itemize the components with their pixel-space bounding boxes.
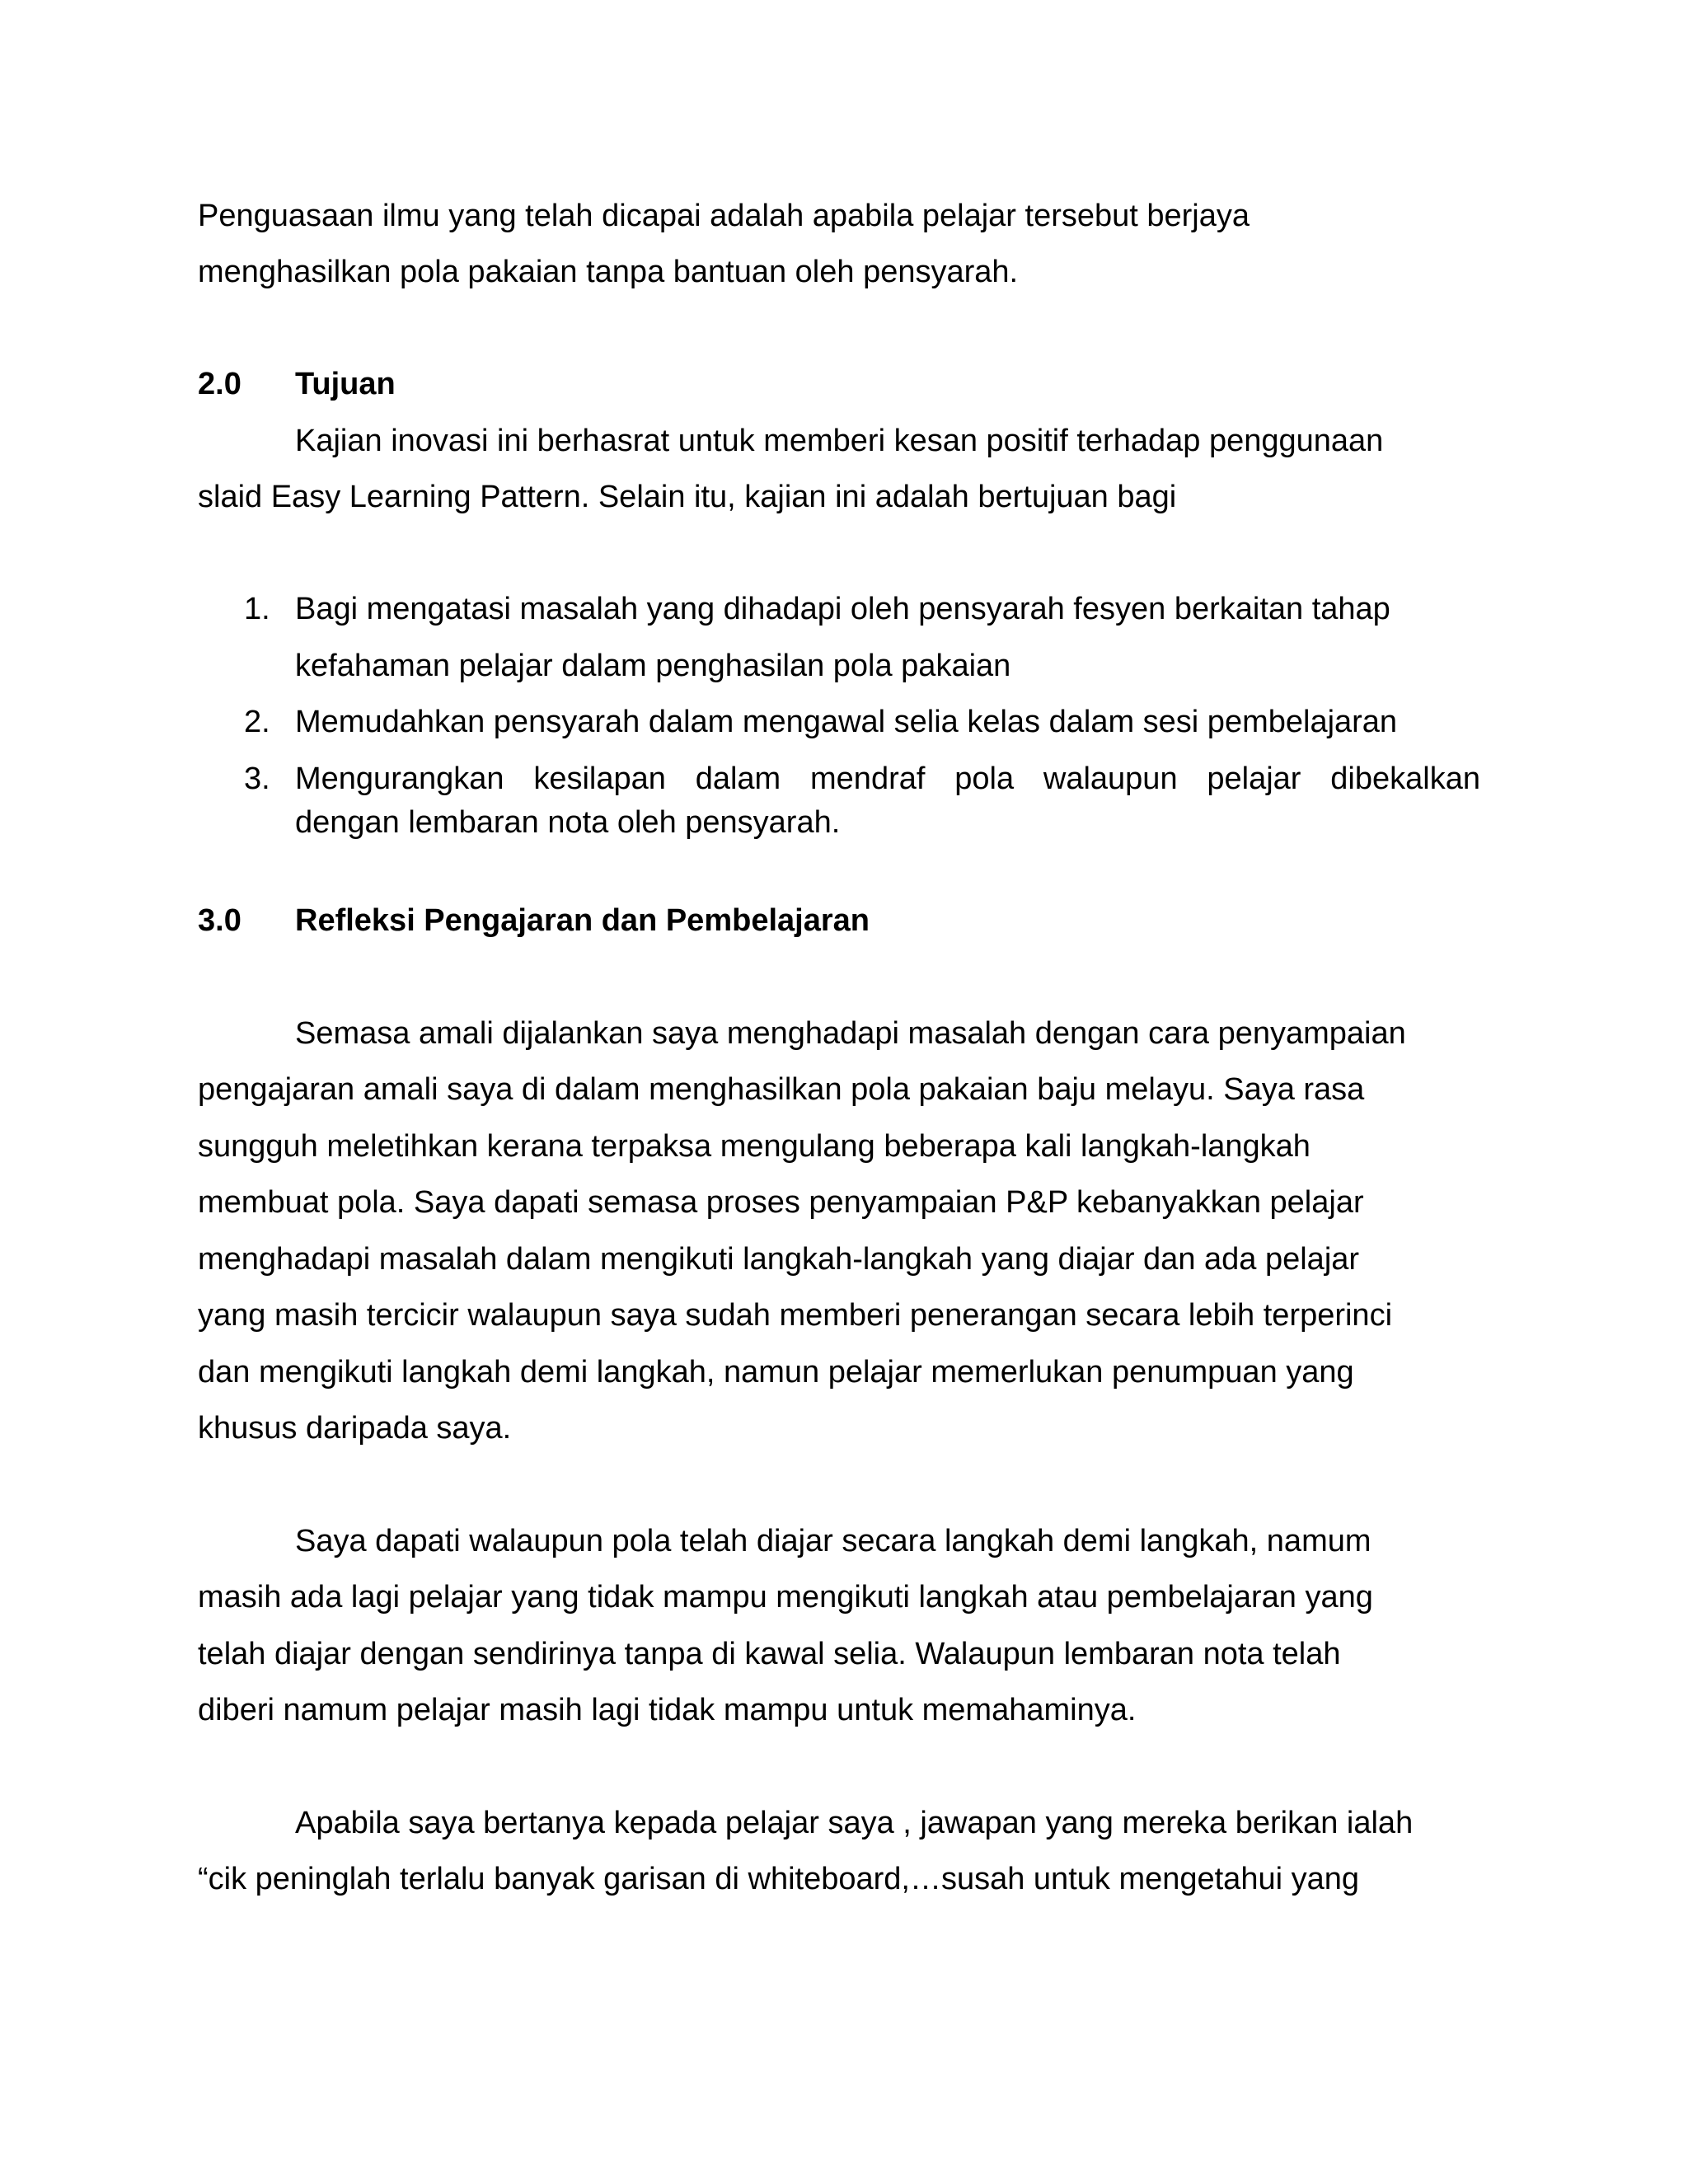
para-1-line: membuat pola. Saya dapati semasa proses penyampaian P&P kebanyakkan pelajar [198, 1185, 1364, 1220]
section-2-number: 2.0 [198, 367, 241, 401]
para-1-line: sungguh meletihkan kerana terpaksa mengulang beberapa kali langkah-langkah [198, 1129, 1311, 1164]
section-2-para-line-1: Kajian inovasi ini berhasrat untuk memberi kesan positif terhadap penggunaan [295, 424, 1384, 458]
para-1-line: yang masih tercicir walaupun saya sudah memberi penerangan secara lebih terperinci [198, 1298, 1393, 1333]
list-item-3-word: dibekalkan [1330, 762, 1480, 796]
list-item-2-number: 2. [244, 705, 270, 739]
section-3-title: Refleksi Pengajaran dan Pembelajaran [295, 903, 870, 938]
para-1-line: pengajaran amali saya di dalam menghasilkan pola pakaian baju melayu. Saya rasa [198, 1072, 1365, 1107]
list-item-2-line-1: Memudahkan pensyarah dalam mengawal selia kelas dalam sesi pembelajaran [295, 705, 1398, 739]
para-2-line: masih ada lagi pelajar yang tidak mampu mengikuti langkah atau pembelajaran yang [198, 1580, 1373, 1615]
para-3-line: Apabila saya bertanya kepada pelajar saya , jawapan yang mereka berikan ialah [295, 1806, 1414, 1840]
list-item-1-number: 1. [244, 592, 270, 626]
para-3-line: “cik peninglah terlalu banyak garisan di whiteboard,…susah untuk mengetahui yang [198, 1862, 1359, 1896]
section-2-title: Tujuan [295, 367, 396, 401]
list-item-3-word: dalam [695, 762, 781, 796]
section-2-para-line-2: slaid Easy Learning Pattern. Selain itu, kajian ini adalah bertujuan bagi [198, 480, 1177, 514]
para-1-line: dan mengikuti langkah demi langkah, namun pelajar memerlukan penumpuan yang [198, 1355, 1354, 1390]
para-1-line: menghadapi masalah dalam mengikuti langkah-langkah yang diajar dan ada pelajar [198, 1242, 1360, 1277]
intro-line-1: Penguasaan ilmu yang telah dicapai adalah apabila pelajar tersebut berjaya [198, 199, 1250, 233]
list-item-1-line-1: Bagi mengatasi masalah yang dihadapi oleh pensyarah fesyen berkaitan tahap [295, 592, 1390, 626]
para-1-line: khusus daripada saya. [198, 1411, 512, 1446]
intro-line-2: menghasilkan pola pakaian tanpa bantuan oleh pensyarah. [198, 255, 1019, 289]
list-item-3-word: kesilapan [533, 762, 666, 796]
list-item-3-word: pelajar [1207, 762, 1301, 796]
list-item-3-word: pola [954, 762, 1015, 796]
list-item-1-line-2: kefahaman pelajar dalam penghasilan pola pakaian [295, 649, 1011, 683]
para-2-line: telah diajar dengan sendirinya tanpa di kawal selia. Walaupun lembaran nota telah [198, 1637, 1341, 1671]
list-item-3-word: mendraf [810, 762, 926, 796]
list-item-3-line-1 [295, 760, 1480, 798]
list-item-3-word: walaupun [1043, 762, 1178, 796]
para-2-line: diberi namum pelajar masih lagi tidak mampu untuk memahaminya. [198, 1693, 1137, 1727]
list-item-3-line-2: dengan lembaran nota oleh pensyarah. [295, 805, 841, 840]
para-1-line: Semasa amali dijalankan saya menghadapi masalah dengan cara penyampaian [295, 1016, 1406, 1051]
list-item-3-word: Mengurangkan [295, 762, 504, 796]
section-3-number: 3.0 [198, 903, 241, 938]
list-item-3-number: 3. [244, 762, 270, 796]
para-2-line: Saya dapati walaupun pola telah diajar secara langkah demi langkah, namum [295, 1524, 1372, 1558]
